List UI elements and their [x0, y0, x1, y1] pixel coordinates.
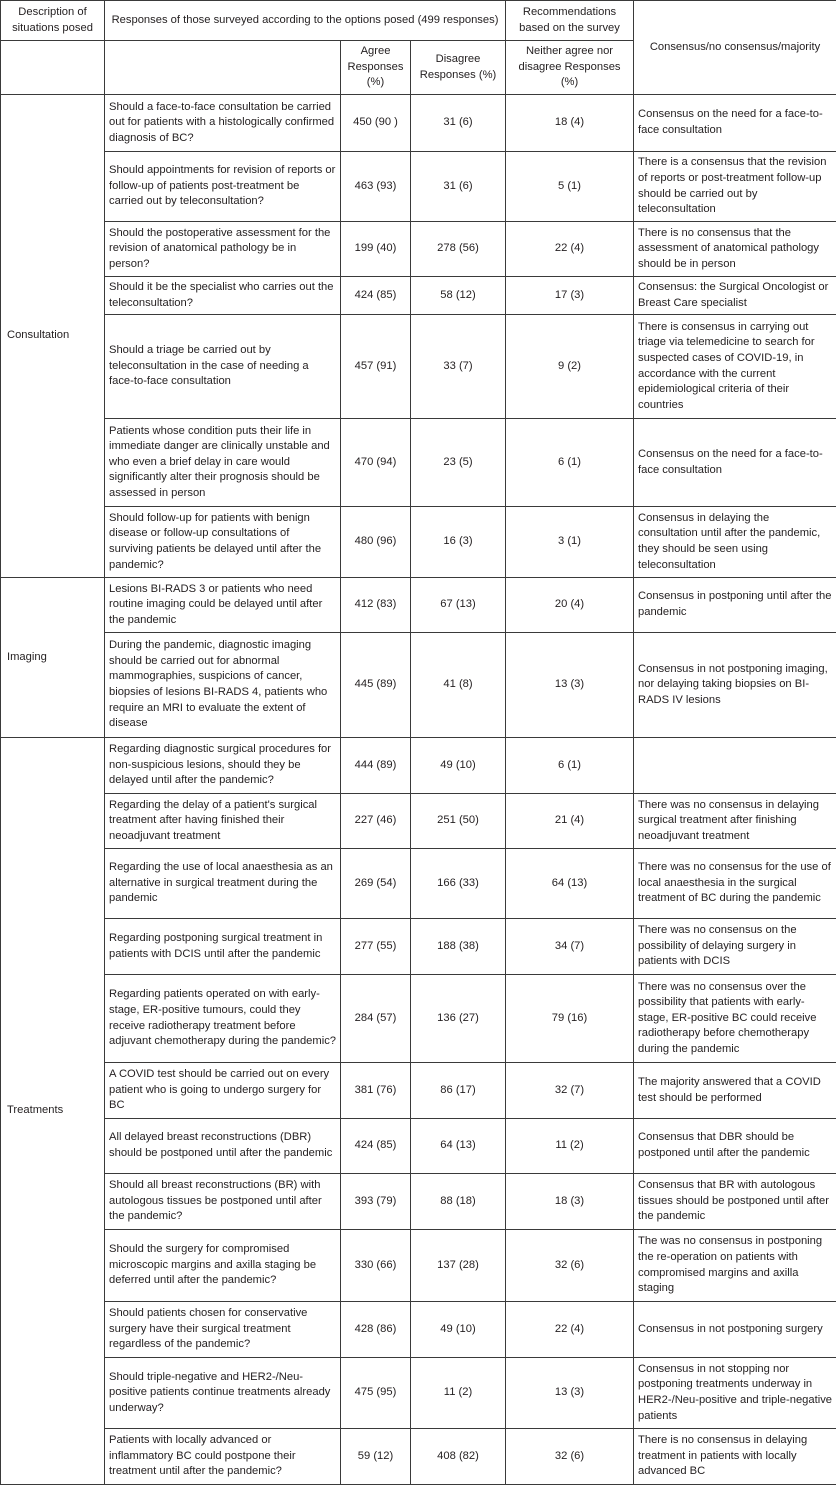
header-empty	[105, 41, 341, 95]
neither-cell: 13 (3)	[506, 633, 634, 738]
category-treatments: Treatments	[1, 738, 105, 1485]
table-row	[1, 1119, 836, 1174]
consensus-cell: There was no consensus in delaying surgical treatment after finishing neoadjuvant treatment	[634, 794, 836, 849]
agree-cell: 199 (40)	[341, 222, 411, 277]
question-cell: Should a face-to-face consultation be carried out for patients with a histologically confirmed diagnosis of BC?	[105, 95, 341, 152]
table-row	[1, 975, 836, 1063]
neither-cell: 22 (4)	[506, 1302, 634, 1358]
question-cell: Regarding the delay of a patient's surgical treatment after having finished their neoadjuvant treatment	[105, 794, 341, 849]
disagree-cell: 188 (38)	[411, 919, 506, 975]
agree-cell: 59 (12)	[341, 1429, 411, 1485]
neither-cell: 21 (4)	[506, 794, 634, 849]
disagree-cell: 86 (17)	[411, 1063, 506, 1119]
consensus-cell: There was no consensus on the possibility of delaying surgery in patients with DCIS	[634, 919, 836, 975]
consensus-cell: The majority answered that a COVID test should be performed	[634, 1063, 836, 1119]
disagree-cell: 64 (13)	[411, 1119, 506, 1174]
question-cell: All delayed breast reconstructions (DBR) should be postponed until after the pandemic	[105, 1119, 341, 1174]
neither-cell: 13 (3)	[506, 1358, 634, 1429]
consensus-cell: There is consensus in carrying out triage via telemedicine to search for suspected cases of COVID-19, in accordance with the current epidemiological criteria of their countries	[634, 315, 836, 419]
question-cell: Should follow-up for patients with benign disease or follow-up consultations of surviving patients be delayed until after the pandemic?	[105, 507, 341, 578]
disagree-cell: 88 (18)	[411, 1174, 506, 1230]
consensus-cell: The was no consensus in postponing the re-operation on patients with compromised margins and axilla staging	[634, 1230, 836, 1302]
agree-cell: 457 (91)	[341, 315, 411, 419]
disagree-cell: 23 (5)	[411, 419, 506, 507]
neither-cell: 79 (16)	[506, 975, 634, 1063]
neither-cell: 11 (2)	[506, 1119, 634, 1174]
disagree-cell: 58 (12)	[411, 277, 506, 315]
header-description: Description of situations posed	[1, 1, 105, 41]
neither-cell: 64 (13)	[506, 849, 634, 919]
agree-cell: 445 (89)	[341, 633, 411, 738]
question-cell: Regarding diagnostic surgical procedures for non-suspicious lesions, should they be delayed until after the pandemic?	[105, 738, 341, 794]
disagree-cell: 408 (82)	[411, 1429, 506, 1485]
category-consultation: Consultation	[1, 95, 105, 578]
disagree-cell: 31 (6)	[411, 152, 506, 222]
question-cell: Regarding the use of local anaesthesia as an alternative in surgical treatment during the pandemic	[105, 849, 341, 919]
header-empty	[1, 41, 105, 95]
consensus-cell: Consensus on the need for a face-to-face consultation	[634, 419, 836, 507]
question-cell: Patients with locally advanced or inflammatory BC could postpone their treatment until after the pandemic?	[105, 1429, 341, 1485]
question-cell: Should a triage be carried out by teleconsultation in the case of needing a face-to-face consultation	[105, 315, 341, 419]
consensus-cell: Consensus in not stopping nor postponing treatments underway in HER2-/Neu-positive and triple-negative patients	[634, 1358, 836, 1429]
table-body	[1, 95, 836, 1485]
neither-cell: 3 (1)	[506, 507, 634, 578]
agree-cell: 450 (90 )	[341, 95, 411, 152]
question-cell: Should patients chosen for conservative surgery have their surgical treatment regardless of the pandemic?	[105, 1302, 341, 1358]
consensus-cell: Consensus in delaying the consultation until after the pandemic, they should be seen using teleconsultation	[634, 507, 836, 578]
table-row	[1, 152, 836, 222]
consensus-cell: Consensus in not postponing surgery	[634, 1302, 836, 1358]
table-row	[1, 1230, 836, 1302]
disagree-cell: 49 (10)	[411, 1302, 506, 1358]
agree-cell: 381 (76)	[341, 1063, 411, 1119]
header-consensus: Consensus/no consensus/majority	[634, 1, 836, 95]
neither-cell: 9 (2)	[506, 315, 634, 419]
table-row	[1, 794, 836, 849]
consensus-cell: There is a consensus that the revision of reports or post-treatment follow-up should be carried out by teleconsultation	[634, 152, 836, 222]
disagree-cell: 67 (13)	[411, 578, 506, 633]
consensus-cell: There was no consensus over the possibility that patients with early-stage, ER-positive BC could receive radiotherapy before chemotherapy during the pandemic	[634, 975, 836, 1063]
question-cell: A COVID test should be carried out on every patient who is going to undergo surgery for BC	[105, 1063, 341, 1119]
question-cell: Lesions BI-RADS 3 or patients who need routine imaging could be delayed until after the pandemic	[105, 578, 341, 633]
category-imaging: Imaging	[1, 578, 105, 738]
agree-cell: 284 (57)	[341, 975, 411, 1063]
neither-cell: 22 (4)	[506, 222, 634, 277]
question-cell: Should the postoperative assessment for the revision of anatomical pathology be in person?	[105, 222, 341, 277]
header-disagree: Disagree Responses (%)	[411, 41, 506, 95]
question-cell: Patients whose condition puts their life in immediate danger are clinically unstable and who even a brief delay in care would significantly alter their prognosis should be assessed in person	[105, 419, 341, 507]
header-neither: Neither agree nor disagree Responses (%)	[506, 41, 634, 95]
disagree-cell: 166 (33)	[411, 849, 506, 919]
neither-cell: 34 (7)	[506, 919, 634, 975]
disagree-cell: 31 (6)	[411, 95, 506, 152]
neither-cell: 18 (4)	[506, 95, 634, 152]
agree-cell: 444 (89)	[341, 738, 411, 794]
agree-cell: 330 (66)	[341, 1230, 411, 1302]
table-row	[1, 849, 836, 919]
consensus-cell	[634, 738, 836, 794]
agree-cell: 428 (86)	[341, 1302, 411, 1358]
table-row	[1, 507, 836, 578]
table-row	[1, 633, 836, 738]
agree-cell: 470 (94)	[341, 419, 411, 507]
table-header	[1, 1, 836, 95]
agree-cell: 277 (55)	[341, 919, 411, 975]
table-row	[1, 315, 836, 419]
table-row	[1, 277, 836, 315]
table-row	[1, 1063, 836, 1119]
table-row	[1, 1302, 836, 1358]
table-row	[1, 95, 836, 152]
disagree-cell: 251 (50)	[411, 794, 506, 849]
table-row	[1, 419, 836, 507]
question-cell: Should the surgery for compromised microscopic margins and axilla staging be deferred until after the pandemic?	[105, 1230, 341, 1302]
neither-cell: 20 (4)	[506, 578, 634, 633]
neither-cell: 6 (1)	[506, 738, 634, 794]
consensus-cell: There is no consensus in delaying treatment in patients with locally advanced BC	[634, 1429, 836, 1485]
table-row	[1, 1358, 836, 1429]
question-cell: Regarding postponing surgical treatment in patients with DCIS until after the pandemic	[105, 919, 341, 975]
disagree-cell: 11 (2)	[411, 1358, 506, 1429]
table-row	[1, 1429, 836, 1485]
disagree-cell: 49 (10)	[411, 738, 506, 794]
disagree-cell: 16 (3)	[411, 507, 506, 578]
table-row	[1, 919, 836, 975]
disagree-cell: 137 (28)	[411, 1230, 506, 1302]
neither-cell: 6 (1)	[506, 419, 634, 507]
agree-cell: 393 (79)	[341, 1174, 411, 1230]
disagree-cell: 33 (7)	[411, 315, 506, 419]
question-cell: Should it be the specialist who carries out the teleconsultation?	[105, 277, 341, 315]
agree-cell: 269 (54)	[341, 849, 411, 919]
consensus-cell: Consensus that DBR should be postponed until after the pandemic	[634, 1119, 836, 1174]
consensus-cell: There was no consensus for the use of local anaesthesia in the surgical treatment of BC during the pandemic	[634, 849, 836, 919]
question-cell: During the pandemic, diagnostic imaging should be carried out for abnormal mammographies, suspicions of cancer, biopsies of lesions BI-RADS 4, patients who require an MRI to evaluate the extent of disease	[105, 633, 341, 738]
question-cell: Should appointments for revision of reports or follow-up of patients post-treatment be carried out by teleconsultation?	[105, 152, 341, 222]
table-row	[1, 578, 836, 633]
agree-cell: 463 (93)	[341, 152, 411, 222]
disagree-cell: 136 (27)	[411, 975, 506, 1063]
table-row	[1, 222, 836, 277]
header-recommendations: Recommendations based on the survey	[506, 1, 634, 41]
consensus-cell: Consensus in postponing until after the pandemic	[634, 578, 836, 633]
question-cell: Should triple-negative and HER2-/Neu-positive patients continue treatments already underway?	[105, 1358, 341, 1429]
header-agree: Agree Responses (%)	[341, 41, 411, 95]
agree-cell: 480 (96)	[341, 507, 411, 578]
header-responses: Responses of those surveyed according to the options posed (499 responses)	[105, 1, 506, 41]
question-cell: Should all breast reconstructions (BR) with autologous tissues be postponed until after the pandemic?	[105, 1174, 341, 1230]
agree-cell: 424 (85)	[341, 277, 411, 315]
consensus-cell: Consensus on the need for a face-to-face consultation	[634, 95, 836, 152]
neither-cell: 32 (6)	[506, 1429, 634, 1485]
agree-cell: 475 (95)	[341, 1358, 411, 1429]
consensus-cell: Consensus that BR with autologous tissues should be postponed until after the pandemic	[634, 1174, 836, 1230]
neither-cell: 32 (6)	[506, 1230, 634, 1302]
disagree-cell: 41 (8)	[411, 633, 506, 738]
neither-cell: 18 (3)	[506, 1174, 634, 1230]
consensus-cell: There is no consensus that the assessment of anatomical pathology should be in person	[634, 222, 836, 277]
consensus-cell: Consensus in not postponing imaging, nor delaying taking biopsies on BI-RADS IV lesions	[634, 633, 836, 738]
agree-cell: 412 (83)	[341, 578, 411, 633]
table-row	[1, 1174, 836, 1230]
neither-cell: 32 (7)	[506, 1063, 634, 1119]
neither-cell: 17 (3)	[506, 277, 634, 315]
neither-cell: 5 (1)	[506, 152, 634, 222]
table-row	[1, 738, 836, 794]
agree-cell: 424 (85)	[341, 1119, 411, 1174]
disagree-cell: 278 (56)	[411, 222, 506, 277]
question-cell: Regarding patients operated on with early-stage, ER-positive tumours, could they receive radiotherapy treatment before adjuvant chemotherapy during the pandemic?	[105, 975, 341, 1063]
consensus-cell: Consensus: the Surgical Oncologist or Breast Care specialist	[634, 277, 836, 315]
agree-cell: 227 (46)	[341, 794, 411, 849]
